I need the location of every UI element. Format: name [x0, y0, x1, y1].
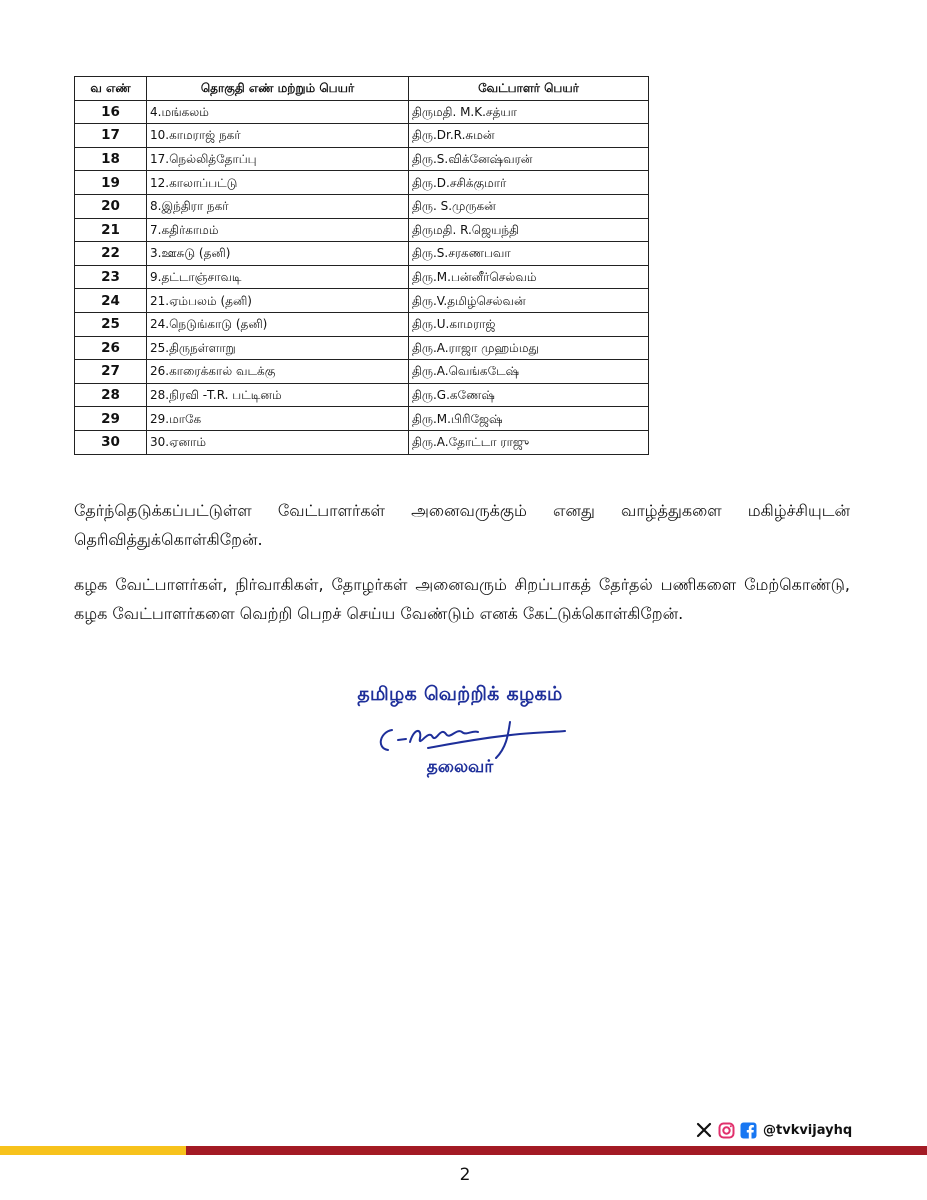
row-serial-number: 22 — [75, 242, 147, 266]
table-row — [75, 407, 649, 431]
table-row — [75, 265, 649, 289]
row-constituency: 26.காரைக்கால் வடக்கு — [147, 360, 409, 384]
row-serial-number: 18 — [75, 147, 147, 171]
greeting-paragraph: தேர்ந்தெடுக்கப்பட்டுள்ள வேட்பாளர்கள் அனைவருக்கும் எனது வாழ்த்துகளை மகிழ்ச்சியுடன் தெரிவித்துக்கொள்கிறேன். — [74, 501, 850, 549]
row-serial-number: 26 — [75, 336, 147, 360]
table-row — [75, 360, 649, 384]
row-constituency: 24.நெடுங்காடு (தனி) — [147, 312, 409, 336]
row-constituency: 10.காமராஜ் நகர் — [147, 124, 409, 148]
row-candidate-name: திரு.G.கணேஷ் — [409, 383, 649, 407]
row-serial-number: 30 — [75, 430, 147, 454]
table-row — [75, 194, 649, 218]
table-row — [75, 171, 649, 195]
row-candidate-name: திரு.S.விக்னேஷ்வரன் — [409, 147, 649, 171]
footer-bar-red — [186, 1146, 927, 1155]
row-candidate-name: திருமதி. M.K.சத்யா — [409, 100, 649, 124]
row-candidate-name: திரு.M.பிரிஜேஷ் — [409, 407, 649, 431]
organization-name: தமிழக வெற்றிக் கழகம் — [357, 683, 563, 705]
table-row — [75, 147, 649, 171]
table-header-row — [75, 77, 649, 101]
row-candidate-name: திரு.D.சசிக்குமார் — [409, 171, 649, 195]
row-serial-number: 16 — [75, 100, 147, 124]
appeal-paragraph: கழக வேட்பாளர்கள், நிர்வாகிகள், தோழர்கள் அனைவரும் சிறப்பாகத் தேர்தல் பணிகளை மேற்கொண்டு, கழக வேட்பாளர்களை வெற்றி பெறச் செய்ய வேண்டும் எனக் கேட்டுக்கொள்கிறேன். — [74, 575, 850, 623]
col-header-candidate: வேட்பாளர் பெயர் — [409, 77, 649, 101]
row-candidate-name: திரு.A.ராஜா முஹம்மது — [409, 336, 649, 360]
page-number: 2 — [459, 1165, 471, 1185]
row-constituency: 30.ஏனாம் — [147, 430, 409, 454]
table-row — [75, 124, 649, 148]
social-handle[interactable]: @tvkvijayhq — [763, 1122, 853, 1138]
table-row — [75, 336, 649, 360]
table-row — [75, 430, 649, 454]
row-constituency: 21.ஏம்பலம் (தனி) — [147, 289, 409, 313]
row-candidate-name: திரு.A.தோட்டா ராஜு — [409, 430, 649, 454]
row-serial-number: 24 — [75, 289, 147, 313]
row-serial-number: 21 — [75, 218, 147, 242]
row-candidate-name: திரு.M.பன்னீர்செல்வம் — [409, 265, 649, 289]
row-serial-number: 20 — [75, 194, 147, 218]
footer-bar-yellow — [0, 1146, 186, 1155]
designation-label: தலைவர் — [426, 757, 494, 777]
social-links — [695, 1121, 852, 1139]
col-header-constituency: தொகுதி எண் மற்றும் பெயர் — [147, 77, 409, 101]
row-serial-number: 27 — [75, 360, 147, 384]
row-constituency: 8.இந்திரா நகர் — [147, 194, 409, 218]
facebook-icon[interactable] — [739, 1121, 757, 1139]
table-row — [75, 218, 649, 242]
instagram-icon[interactable] — [717, 1121, 735, 1139]
x-icon[interactable] — [695, 1121, 713, 1139]
row-candidate-name: திரு.A.வெங்கடேஷ் — [409, 360, 649, 384]
row-candidate-name: திரு.U.காமராஜ் — [409, 312, 649, 336]
row-serial-number: 25 — [75, 312, 147, 336]
row-serial-number: 19 — [75, 171, 147, 195]
row-candidate-name: திரு.Dr.R.சுமன் — [409, 124, 649, 148]
table-row — [75, 289, 649, 313]
row-constituency: 17.நெல்லித்தோப்பு — [147, 147, 409, 171]
row-constituency: 12.காலாப்பட்டு — [147, 171, 409, 195]
row-serial-number: 29 — [75, 407, 147, 431]
table-row — [75, 383, 649, 407]
row-constituency: 9.தட்டாஞ்சாவடி — [147, 265, 409, 289]
row-constituency: 29.மாகே — [147, 407, 409, 431]
row-constituency: 7.கதிர்காமம் — [147, 218, 409, 242]
row-constituency: 25.திருநள்ளாறு — [147, 336, 409, 360]
row-constituency: 3.ஊசுடு (தனி) — [147, 242, 409, 266]
table-row — [75, 312, 649, 336]
row-candidate-name: திரு.S.சரகணபவா — [409, 242, 649, 266]
col-header-serial: வ எண் — [75, 77, 147, 101]
row-serial-number: 28 — [75, 383, 147, 407]
candidate-table — [74, 76, 649, 455]
table-row — [75, 242, 649, 266]
row-candidate-name: திரு. S.முருகன் — [409, 194, 649, 218]
row-candidate-name: திரு.V.தமிழ்செல்வன் — [409, 289, 649, 313]
row-constituency: 4.மங்கலம் — [147, 100, 409, 124]
table-body — [75, 100, 649, 454]
row-serial-number: 17 — [75, 124, 147, 148]
row-candidate-name: திருமதி. R.ஜெயந்தி — [409, 218, 649, 242]
row-constituency: 28.நிரவி -T.R. பட்டினம் — [147, 383, 409, 407]
table-row — [75, 100, 649, 124]
row-serial-number: 23 — [75, 265, 147, 289]
